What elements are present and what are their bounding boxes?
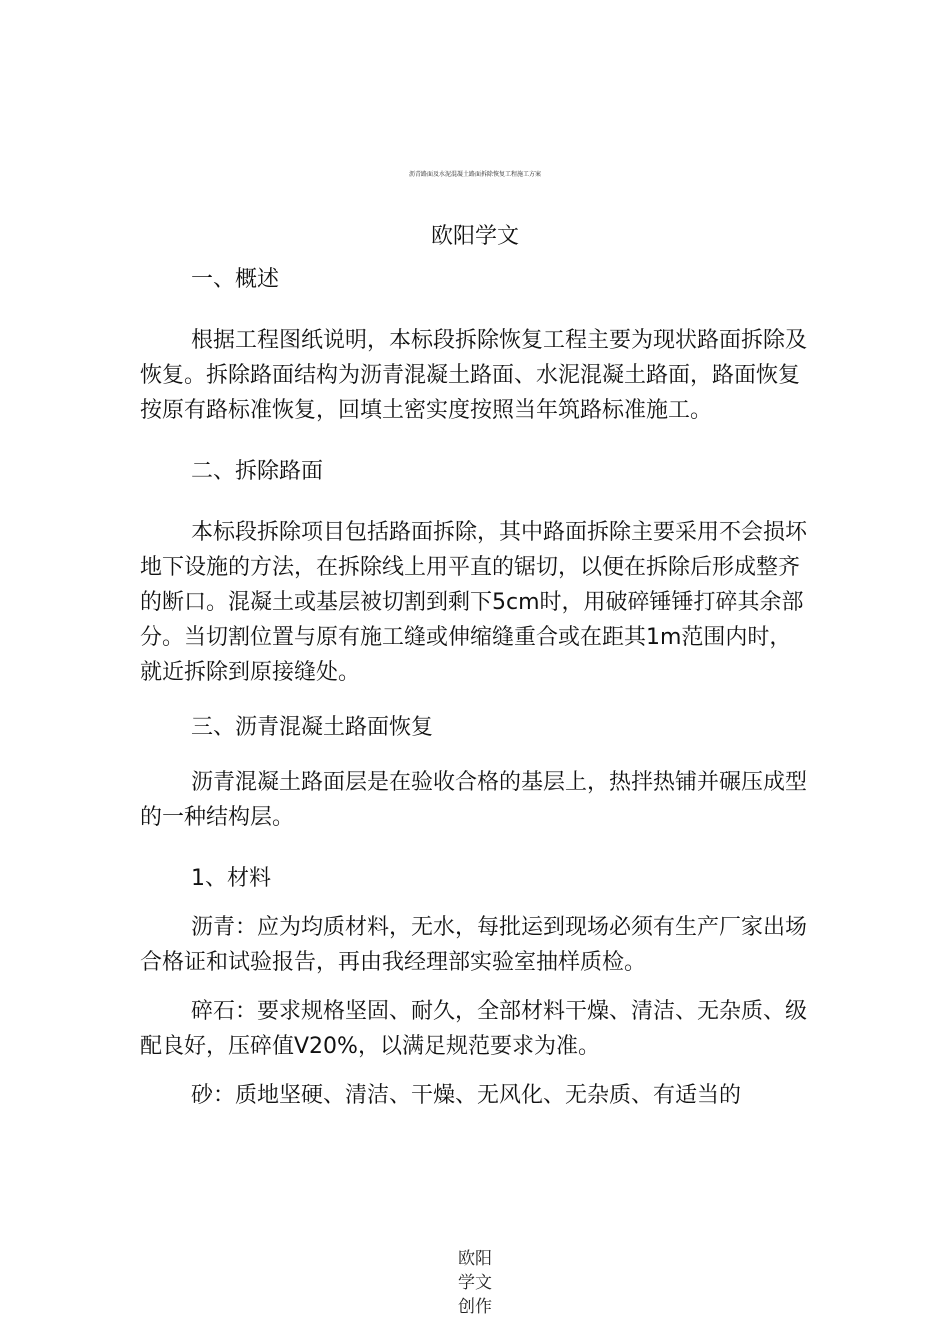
author-name: 欧阳学文 [430,224,519,249]
document-header-title: 沥青路面及水泥混凝土路面拆除恢复工程施工方案 [408,171,541,178]
footer-line: 学文 [458,1273,492,1293]
footer-line: 欧阳 [458,1249,492,1269]
paragraph-overview: 根据工程图纸说明，本标段拆除恢复工程主要为现状路面拆除及恢复。拆除路面结构为沥青混凝土路面、水泥混凝土路面，路面恢复按原有路标准恢复，回填土密实度按照当年筑路标准施工。 [140,328,808,423]
paragraph-demolition: 本标段拆除项目包括路面拆除，其中路面拆除主要采用不会损坏地下设施的方法，在拆除线上用平直的锯切，以便在拆除后形成整齐的断口。混凝土或基层被切割到剩下5cm时，用破碎锤锤打碎其余部分。当切割位置与原有施工缝或伸缩缝重合或在距其1m范围内时，就近拆除到原接缝处。 [140,520,808,685]
paragraph-asphalt-material: 沥青：应为均质材料，无水，每批运到现场必须有生产厂家出场合格证和试验报告，再由我经理部实验室抽样质检。 [140,915,808,975]
subheading-materials: 1、材料 [191,866,271,891]
document-body [140,262,808,1113]
section-heading-overview: 一、概述 [191,267,280,292]
section-heading-asphalt-restoration: 三、沥青混凝土路面恢复 [191,715,434,740]
paragraph-sand-material: 砂：质地坚硬、清洁、干燥、无风化、无杂质、有适当的 [191,1083,742,1108]
section-heading-demolition: 二、拆除路面 [191,459,324,484]
page-footer [0,1247,950,1319]
paragraph-gravel-material: 碎石：要求规格坚固、耐久，全部材料干燥、清洁、无杂质、级配良好，压碎值V20%，以满足规范要求为准。 [140,999,808,1059]
footer-line: 创作 [458,1297,492,1317]
paragraph-asphalt-intro: 沥青混凝土路面层是在验收合格的基层上，热拌热铺并碾压成型的一种结构层。 [140,770,808,830]
